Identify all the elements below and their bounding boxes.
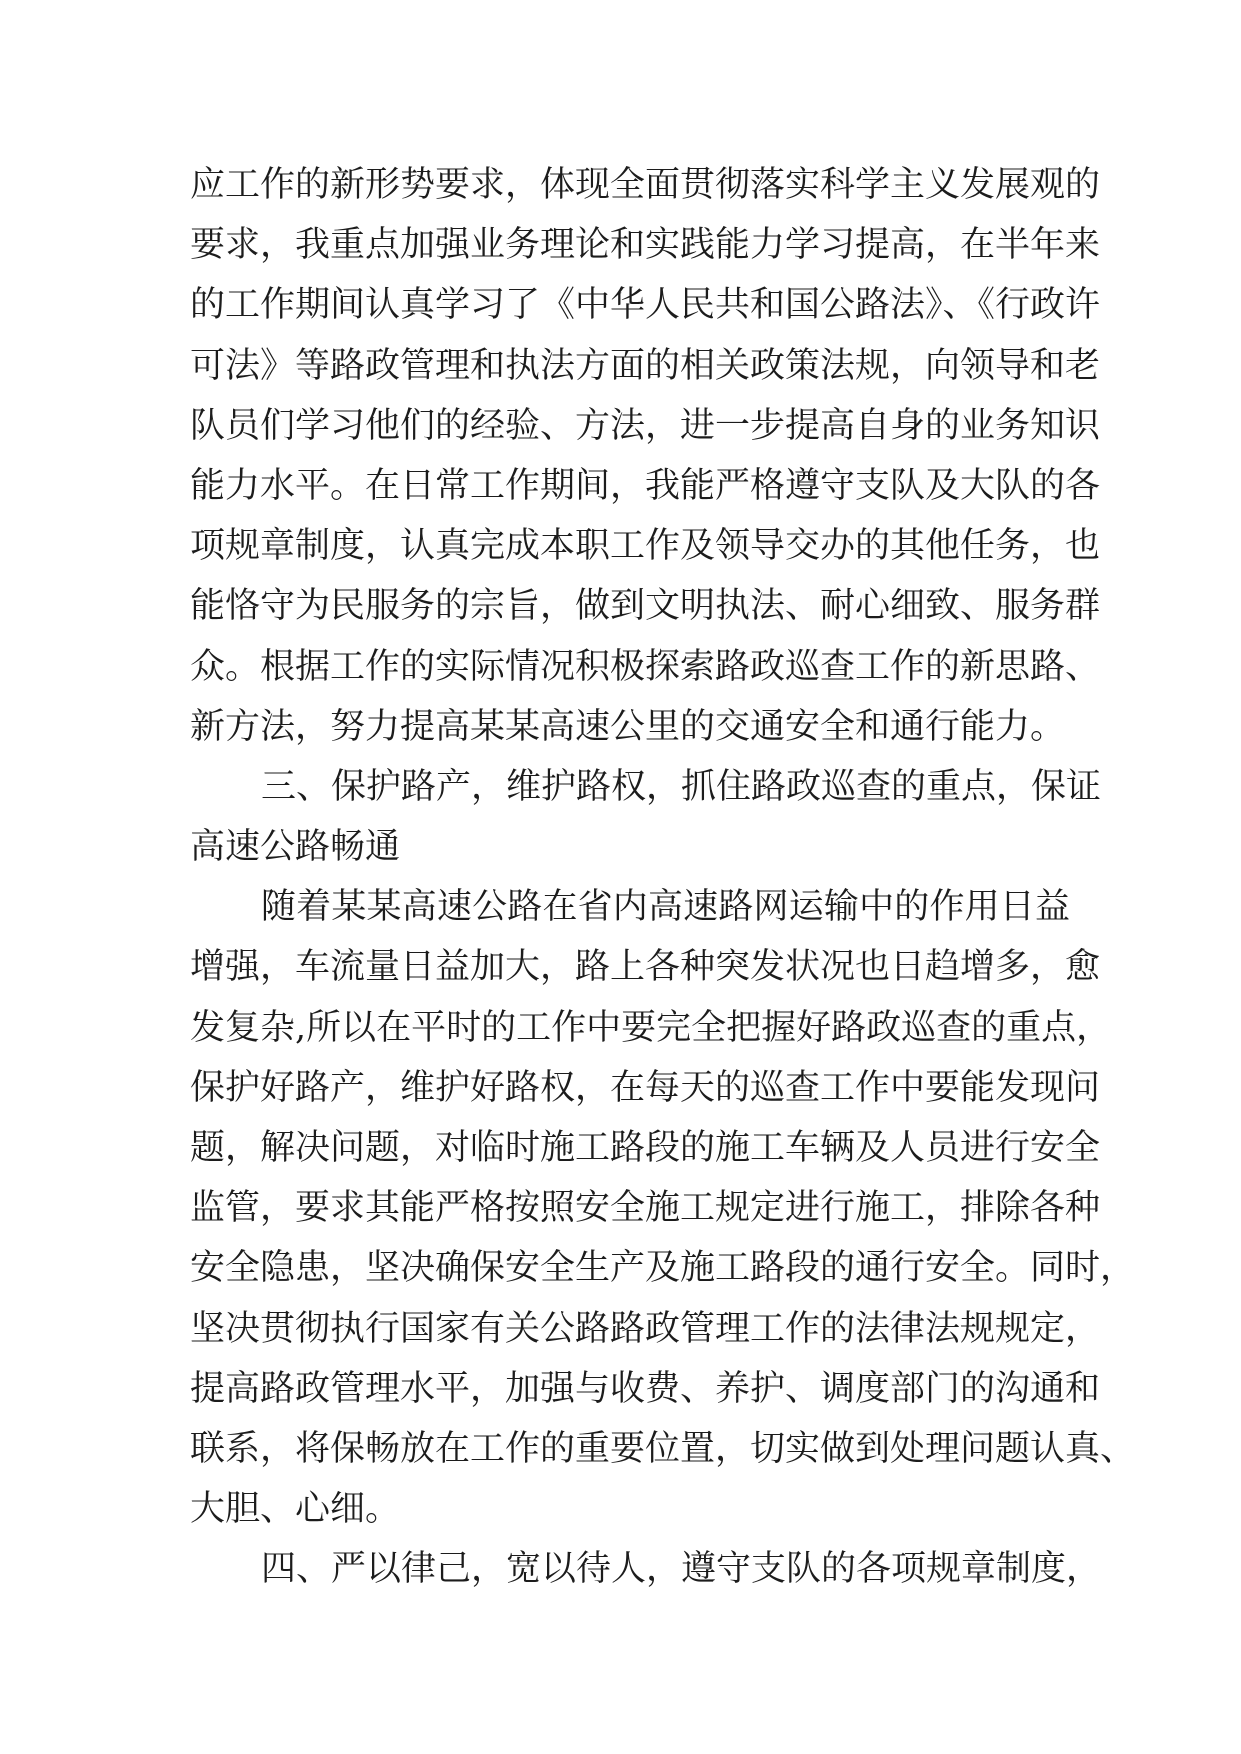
text-line: 监管，要求其能严格按照安全施工规定进行施工，排除各种 bbox=[190, 1188, 1101, 1229]
text-line: 大胆、心细。 bbox=[190, 1489, 401, 1530]
text-line: 众。根据工作的实际情况积极探索路政巡查工作的新思路、 bbox=[190, 646, 1101, 687]
text-line: 能力水平。在日常工作期间，我能严格遵守支队及大队的各 bbox=[190, 465, 1101, 506]
body-text bbox=[190, 155, 1136, 1600]
text-line: 坚决贯彻执行国家有关公路路政管理工作的法律法规规定， bbox=[190, 1308, 1101, 1349]
text-line: 应工作的新形势要求，体现全面贯彻落实科学主义发展观的 bbox=[190, 165, 1101, 205]
text-line: 发复杂,所以在平时的工作中要完全把握好路政巡查的重点， bbox=[190, 1007, 1112, 1048]
text-line: 保护好路产，维护好路权，在每天的巡查工作中要能发现问 bbox=[190, 1067, 1101, 1108]
text-line: 新方法，努力提高某某高速公里的交通安全和通行能力。 bbox=[190, 706, 1066, 747]
text-line: 联系，将保畅放在工作的重要位置，切实做到处理问题认真、 bbox=[190, 1428, 1136, 1469]
section-heading-3-cont: 高速公路畅通 bbox=[190, 827, 401, 868]
text-line: 题，解决问题，对临时施工路段的施工车辆及人员进行安全 bbox=[190, 1128, 1101, 1168]
text-line: 队员们学习他们的经验、方法，进一步提高自身的业务知识 bbox=[190, 405, 1101, 446]
text-line: 能恪守为民服务的宗旨，做到文明执法、耐心细致、服务群 bbox=[190, 586, 1101, 627]
text-line: 可法》等路政管理和执法方面的相关政策法规，向领导和老 bbox=[190, 345, 1101, 386]
section-heading-3: 三、保护路产，维护路权，抓住路政巡查的重点，保证 bbox=[261, 766, 1102, 807]
text-line: 的工作期间认真学习了《中华人民共和国公路法》、《行政许 bbox=[190, 285, 1101, 326]
text-line: 随着某某高速公路在省内高速路网运输中的作用日益 bbox=[261, 887, 1070, 928]
text-line: 安全隐患，坚决确保安全生产及施工路段的通行安全。同时， bbox=[190, 1248, 1136, 1289]
text-line: 要求，我重点加强业务理论和实践能力学习提高，在半年来 bbox=[190, 225, 1101, 266]
text-line: 提高路政管理水平，加强与收费、养护、调度部门的沟通和 bbox=[190, 1368, 1101, 1409]
text-line: 增强，车流量日益加大，路上各种突发状况也日趋增多，愈 bbox=[190, 947, 1101, 988]
text-line: 项规章制度，认真完成本职工作及领导交办的其他任务，也 bbox=[190, 526, 1101, 567]
section-heading-4: 四、严以律己，宽以待人，遵守支队的各项规章制度， bbox=[261, 1549, 1102, 1590]
